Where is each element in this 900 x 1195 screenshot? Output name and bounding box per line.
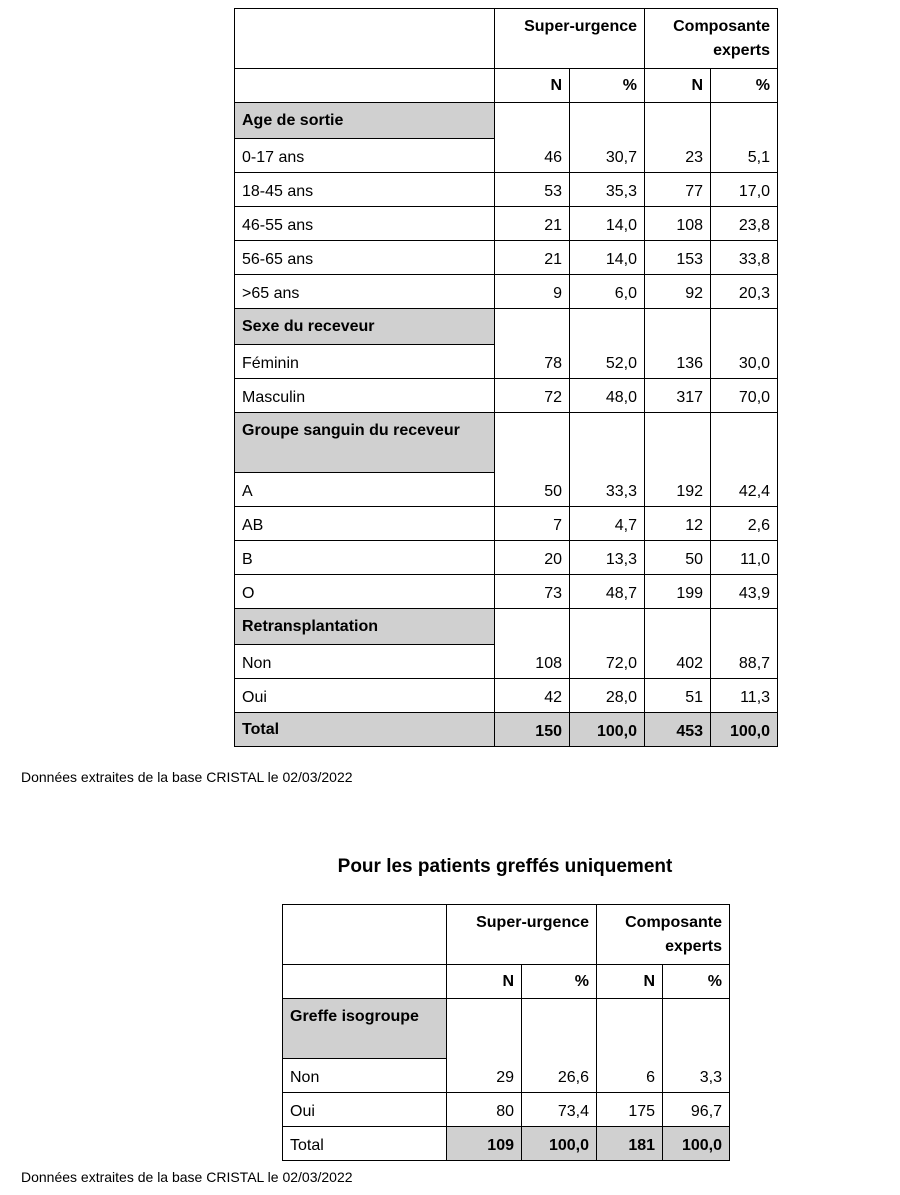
table-row — [235, 507, 778, 541]
cell-value: 30,7 — [570, 103, 645, 173]
row-label: Non — [235, 645, 495, 679]
cell-value: 96,7 — [663, 1093, 730, 1127]
section-header: Groupe sanguin du receveur — [235, 413, 495, 473]
cell-value: 26,6 — [522, 999, 597, 1093]
cell-value: 21 — [495, 207, 570, 241]
section-title: Pour les patients greffés uniquement — [337, 856, 673, 877]
table-row — [235, 241, 778, 275]
cell-value: 317 — [645, 379, 711, 413]
cell-value: 80 — [447, 1093, 522, 1127]
header-super-urgence: Super-urgence — [495, 9, 645, 69]
cell-value: 28,0 — [570, 679, 645, 713]
cell-value: 70,0 — [711, 379, 778, 413]
table-row — [235, 541, 778, 575]
cell-value: 4,7 — [570, 507, 645, 541]
total-label: Total — [283, 1127, 447, 1161]
cell-value: 108 — [495, 609, 570, 679]
table-row — [235, 173, 778, 207]
table-row — [235, 679, 778, 713]
cell-value: 23 — [645, 103, 711, 173]
cell-value: 12 — [645, 507, 711, 541]
cell-value: 402 — [645, 609, 711, 679]
cell-value: 6 — [597, 999, 663, 1093]
total-value: 453 — [645, 713, 711, 747]
table-1 — [234, 8, 778, 747]
section-header: Greffe isogroupe — [283, 999, 447, 1059]
section-header: Sexe du receveur — [235, 309, 495, 345]
cell-value: 43,9 — [711, 575, 778, 609]
cell-value: 77 — [645, 173, 711, 207]
total-value: 109 — [447, 1127, 522, 1161]
cell-value: 48,0 — [570, 379, 645, 413]
cell-value: 136 — [645, 309, 711, 379]
cell-value: 17,0 — [711, 173, 778, 207]
header-composante-experts: Composante experts — [645, 9, 778, 69]
table-row — [235, 575, 778, 609]
cell-value: 72 — [495, 379, 570, 413]
total-label: Total — [235, 713, 495, 747]
header-n: N — [645, 69, 711, 103]
row-label: >65 ans — [235, 275, 495, 309]
cell-value: 108 — [645, 207, 711, 241]
total-value: 100,0 — [711, 713, 778, 747]
cell-value: 35,3 — [570, 173, 645, 207]
section-header: Retransplantation — [235, 609, 495, 645]
cell-value: 51 — [645, 679, 711, 713]
row-label: 56-65 ans — [235, 241, 495, 275]
cell-value: 73,4 — [522, 1093, 597, 1127]
row-label: Oui — [283, 1093, 447, 1127]
corner-cell — [283, 905, 447, 965]
cell-value: 199 — [645, 575, 711, 609]
total-row — [283, 1127, 730, 1161]
cell-value: 11,3 — [711, 679, 778, 713]
row-label: 46-55 ans — [235, 207, 495, 241]
cell-value: 53 — [495, 173, 570, 207]
cell-value: 192 — [645, 413, 711, 507]
row-label: Oui — [235, 679, 495, 713]
row-label: O — [235, 575, 495, 609]
cell-value: 92 — [645, 275, 711, 309]
cell-value: 78 — [495, 309, 570, 379]
header-pct: % — [711, 69, 778, 103]
section-header: Age de sortie — [235, 103, 495, 139]
table-row — [235, 207, 778, 241]
table-row — [235, 379, 778, 413]
header-composante-experts: Composante experts — [597, 905, 730, 965]
total-value: 150 — [495, 713, 570, 747]
cell-value: 9 — [495, 275, 570, 309]
cell-value: 50 — [495, 413, 570, 507]
row-label: B — [235, 541, 495, 575]
cell-value: 3,3 — [663, 999, 730, 1093]
table-row — [235, 275, 778, 309]
header-n: N — [447, 965, 522, 999]
header-n: N — [597, 965, 663, 999]
cell-value: 42 — [495, 679, 570, 713]
cell-value: 20,3 — [711, 275, 778, 309]
cell-value: 2,6 — [711, 507, 778, 541]
cell-value: 29 — [447, 999, 522, 1093]
source-note: Données extraites de la base CRISTAL le 02/03/2022 — [21, 769, 353, 785]
cell-value: 88,7 — [711, 609, 778, 679]
cell-value: 73 — [495, 575, 570, 609]
row-label: Masculin — [235, 379, 495, 413]
total-value: 100,0 — [663, 1127, 730, 1161]
cell-value: 30,0 — [711, 309, 778, 379]
cell-value: 48,7 — [570, 575, 645, 609]
cell-value: 46 — [495, 103, 570, 173]
table-2 — [282, 904, 730, 1161]
cell-value: 14,0 — [570, 241, 645, 275]
header-pct: % — [522, 965, 597, 999]
cell-value: 11,0 — [711, 541, 778, 575]
row-label: 18-45 ans — [235, 173, 495, 207]
cell-value: 7 — [495, 507, 570, 541]
total-value: 181 — [597, 1127, 663, 1161]
header-super-urgence: Super-urgence — [447, 905, 597, 965]
cell-value: 52,0 — [570, 309, 645, 379]
cell-value: 5,1 — [711, 103, 778, 173]
row-label: A — [235, 473, 495, 507]
total-value: 100,0 — [570, 713, 645, 747]
cell-value: 33,8 — [711, 241, 778, 275]
cell-value: 153 — [645, 241, 711, 275]
source-note: Données extraites de la base CRISTAL le 02/03/2022 — [21, 1169, 353, 1185]
row-label: Féminin — [235, 345, 495, 379]
row-label: AB — [235, 507, 495, 541]
cell-value: 175 — [597, 1093, 663, 1127]
row-label: Non — [283, 1059, 447, 1093]
cell-value: 33,3 — [570, 413, 645, 507]
cell-value: 20 — [495, 541, 570, 575]
cell-value: 23,8 — [711, 207, 778, 241]
total-row — [235, 713, 778, 747]
cell-value: 72,0 — [570, 609, 645, 679]
cell-value: 50 — [645, 541, 711, 575]
table-row — [283, 1093, 730, 1127]
cell-value: 6,0 — [570, 275, 645, 309]
cell-value: 13,3 — [570, 541, 645, 575]
corner-cell — [235, 9, 495, 69]
cell-value: 14,0 — [570, 207, 645, 241]
row-label: 0-17 ans — [235, 139, 495, 173]
total-value: 100,0 — [522, 1127, 597, 1161]
header-n: N — [495, 69, 570, 103]
header-pct: % — [570, 69, 645, 103]
cell-value: 21 — [495, 241, 570, 275]
header-pct: % — [663, 965, 730, 999]
cell-value: 42,4 — [711, 413, 778, 507]
